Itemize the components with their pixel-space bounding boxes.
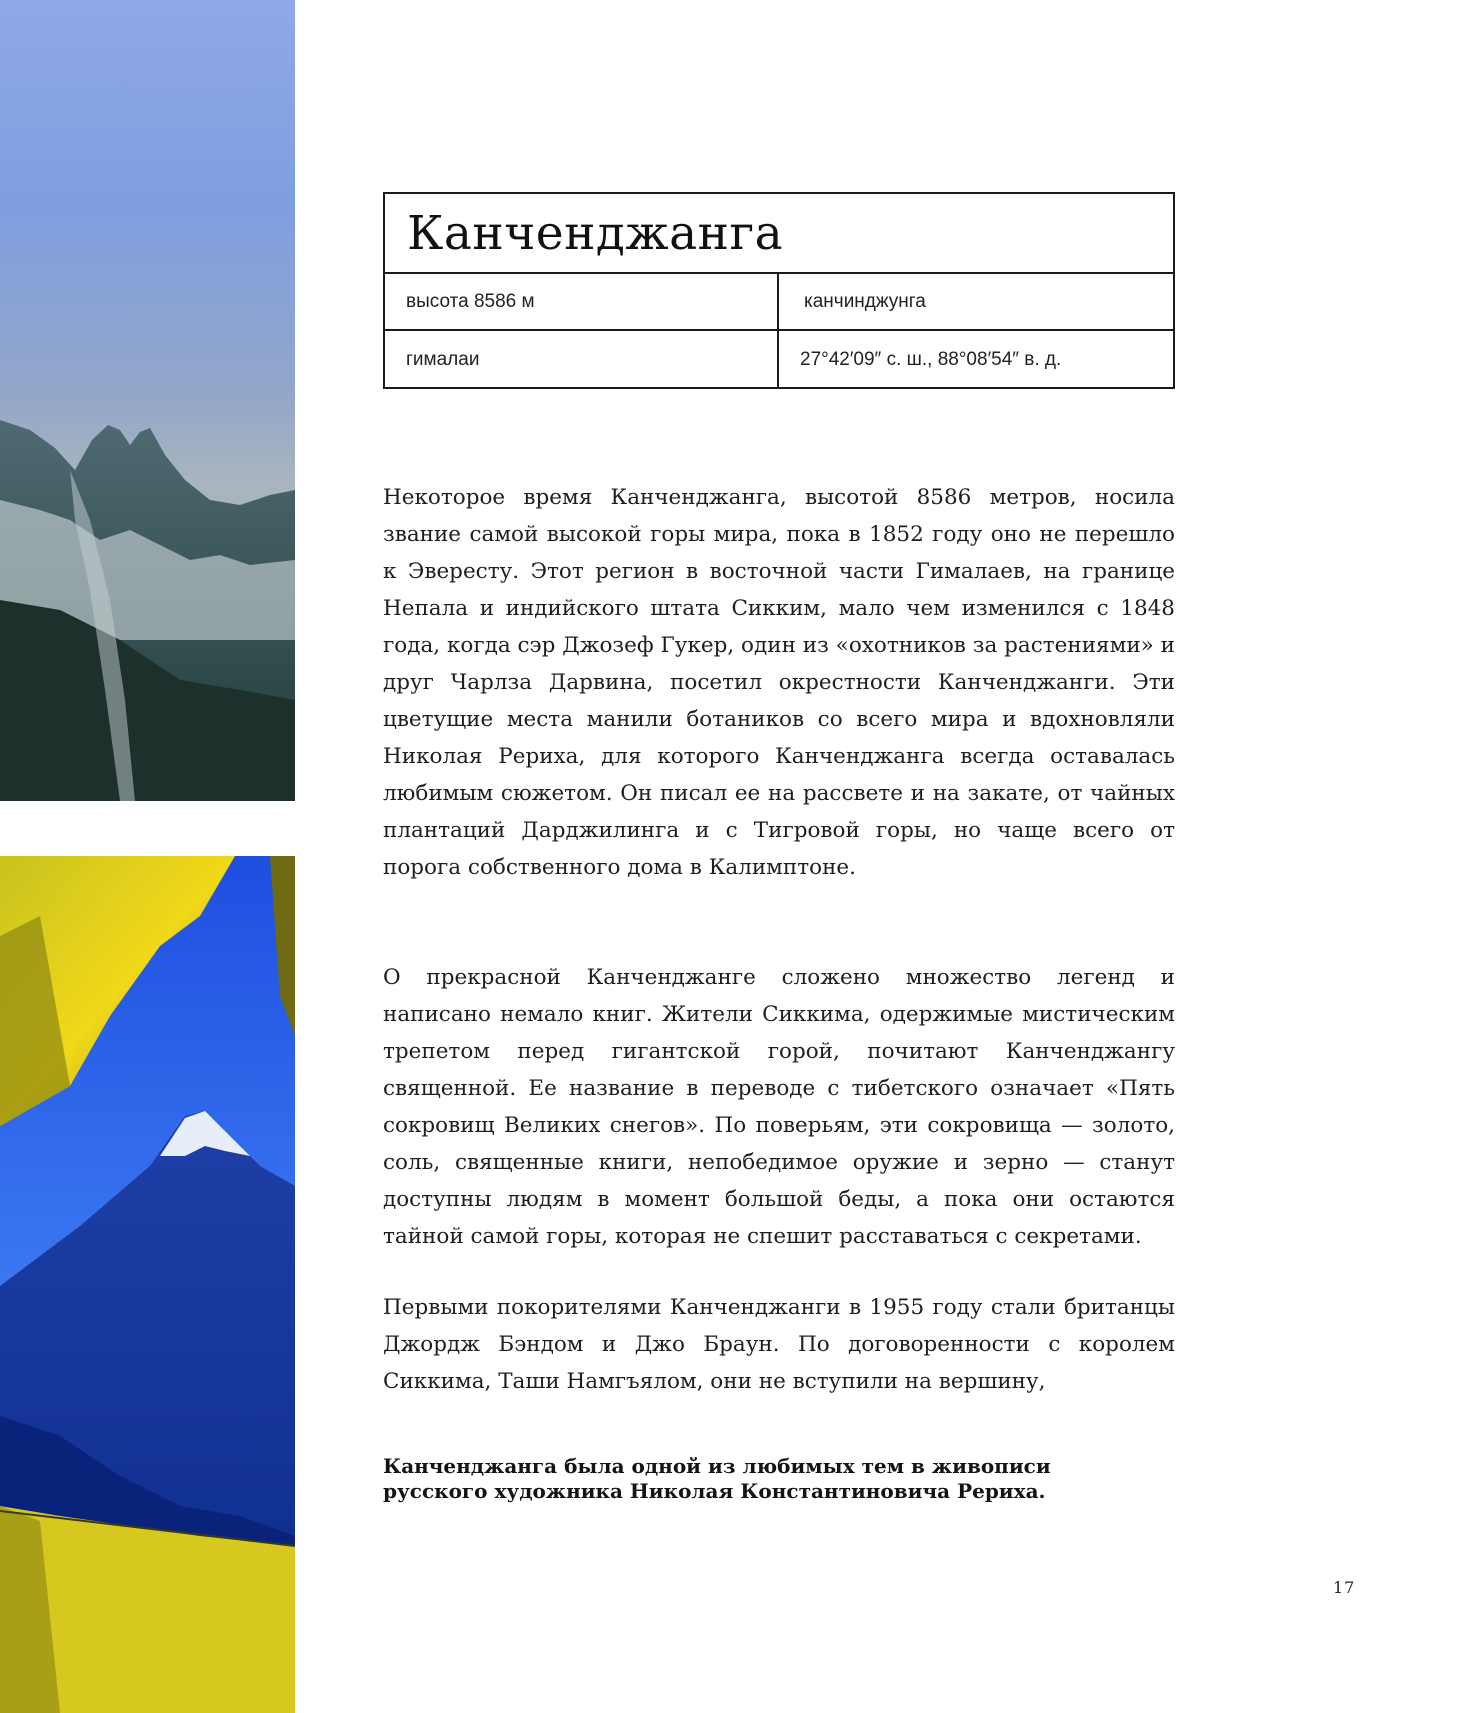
mountain-photo-top-image	[0, 0, 295, 801]
page-number: 17	[1333, 1578, 1356, 1597]
info-height: высота 8586 м	[385, 274, 779, 329]
body-paragraph-2: О прекрасной Канченджанге сложено множество легенд и написано немало книг. Жители Сиккима, одержимые мистическим трепетом перед гигантской горой, почитают Канченджангу священной. Ее название в переводе с тибетского означает «Пять сокровищ Великих снегов». По поверьям, эти сокровища — золото, соль, священные книги, непобедимое оружие и зерно — станут доступны людям в момент большой беды, а пока они остаются тайной самой горы, которая не спешит расставаться с секретами.	[383, 965, 1175, 1249]
info-row-1	[385, 274, 1173, 331]
body-paragraph-3: Первыми покорителями Канченджанги в 1955 году стали британцы Джордж Бэндом и Джо Браун. По договоренности с королем Сиккима, Таши Намгъялом, они не вступили на вершину,	[383, 1295, 1175, 1394]
info-coordinates: 27°42′09″ с. ш., 88°08′54″ в. д.	[800, 348, 1062, 370]
prayer-flags-photo-bottom	[0, 856, 295, 1713]
info-row-2	[385, 331, 1173, 388]
info-alt-name: канчинджунга	[804, 290, 926, 312]
info-title-row	[385, 194, 1173, 274]
mountain-info-table	[383, 192, 1175, 389]
mountain-title: Канченджанга	[407, 205, 784, 261]
body-paragraph-1: Некоторое время Канченджанга, высотой 8586 метров, носила звание самой высокой горы мира, пока в 1852 году оно не перешло к Эвересту. Этот регион в восточной части Гималаев, на границе Непала и индийского штата Сикким, мало чем изменился с 1848 года, когда сэр Джозеф Гукер, один из «охотников за растениями» и друг Чарлза Дарвина, посетил окрестности Канченджанги. Эти цветущие места манили ботаников со всего мира и вдохновляли Николая Рериха, для которого Канченджанга всегда оставалась любимым сюжетом. Он писал ее на рассвете и на закате, от чайных плантаций Дарджилинга и с Тигровой горы, но чаще всего от порога собственного дома в Калимптоне.	[383, 485, 1175, 880]
image-caption: Канченджанга была одной из любимых тем в живописи русского художника Николая Константиновича Рериха.	[383, 1454, 1051, 1503]
info-range: гималаи	[385, 331, 779, 388]
mountain-photo-top	[0, 0, 295, 801]
prayer-flags-photo-bottom-image	[0, 856, 295, 1713]
